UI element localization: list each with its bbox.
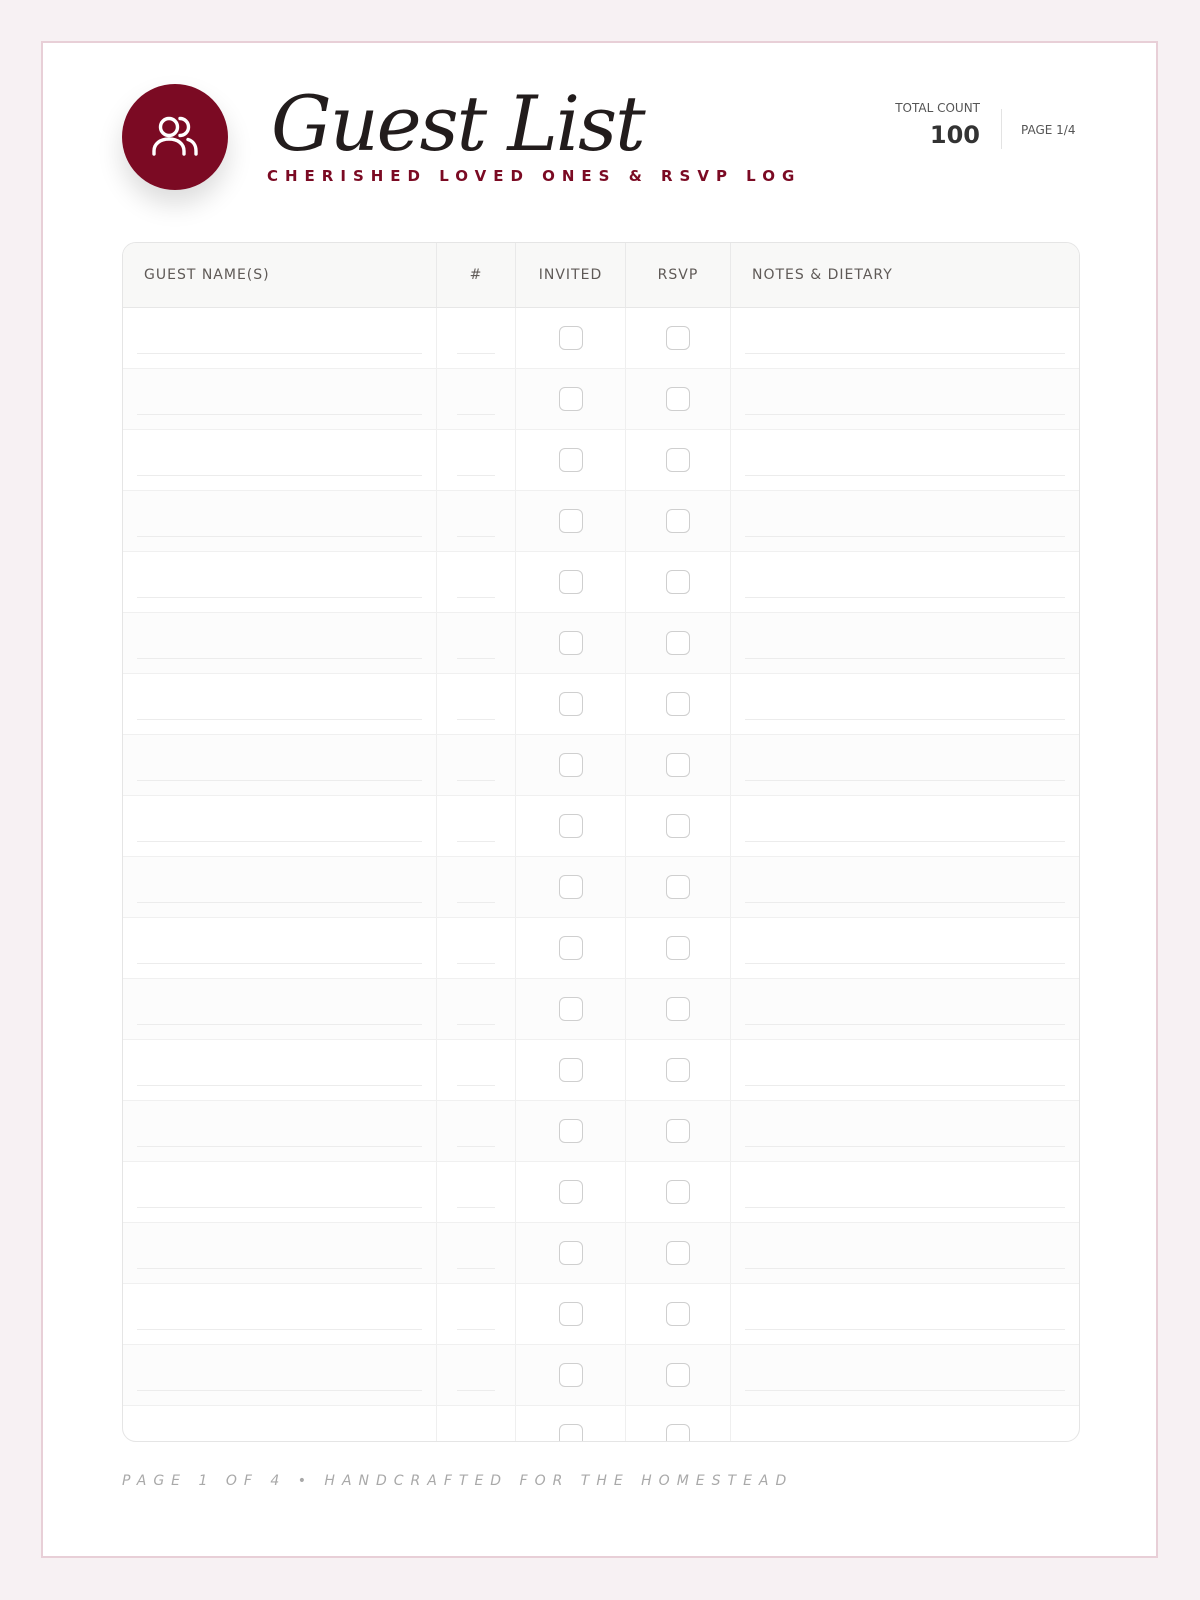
rsvp-checkbox[interactable] [666, 875, 690, 899]
rsvp-checkbox[interactable] [666, 997, 690, 1021]
guest-name-field[interactable] [123, 979, 437, 1039]
column-header-rsvp: RSVP [626, 243, 731, 307]
write-line [745, 1085, 1065, 1086]
guest-name-field[interactable] [123, 1040, 437, 1100]
invited-checkbox[interactable] [559, 1424, 583, 1442]
write-line [137, 780, 422, 781]
table-row [123, 552, 1079, 613]
invited-cell [516, 430, 626, 490]
rsvp-checkbox[interactable] [666, 814, 690, 838]
notes-field[interactable] [731, 1223, 1079, 1283]
write-line [745, 536, 1065, 537]
rsvp-cell [626, 857, 731, 917]
guest-name-field[interactable] [123, 1345, 437, 1405]
write-line [137, 475, 422, 476]
write-line [745, 841, 1065, 842]
table-row [123, 674, 1079, 735]
rsvp-checkbox[interactable] [666, 936, 690, 960]
invited-checkbox[interactable] [559, 1363, 583, 1387]
notes-field[interactable] [731, 979, 1079, 1039]
write-line [457, 780, 495, 781]
invited-cell [516, 796, 626, 856]
invited-cell [516, 1284, 626, 1344]
write-line [457, 658, 495, 659]
total-count-value: 100 [929, 121, 980, 149]
notes-field[interactable] [731, 430, 1079, 490]
table-row [123, 1284, 1079, 1345]
guest-name-field[interactable] [123, 1162, 437, 1222]
write-line [457, 719, 495, 720]
rsvp-checkbox[interactable] [666, 1424, 690, 1442]
write-line [137, 719, 422, 720]
write-line [745, 1390, 1065, 1391]
table-row [123, 796, 1079, 857]
guest-name-field[interactable] [123, 613, 437, 673]
rsvp-cell [626, 613, 731, 673]
invited-checkbox[interactable] [559, 509, 583, 533]
notes-field[interactable] [731, 1284, 1079, 1344]
write-line [745, 1329, 1065, 1330]
table-row [123, 1040, 1079, 1101]
guest-count-field[interactable] [437, 918, 516, 978]
table-row [123, 1162, 1079, 1223]
notes-field[interactable] [731, 369, 1079, 429]
rsvp-cell [626, 735, 731, 795]
invited-cell [516, 369, 626, 429]
guest-count-field[interactable] [437, 308, 516, 368]
invited-cell [516, 1406, 626, 1442]
rsvp-cell [626, 1101, 731, 1161]
notes-field[interactable] [731, 1345, 1079, 1405]
notes-field[interactable] [731, 857, 1079, 917]
notes-field[interactable] [731, 674, 1079, 734]
invited-checkbox[interactable] [559, 1241, 583, 1265]
rsvp-cell [626, 674, 731, 734]
rsvp-cell [626, 918, 731, 978]
rsvp-checkbox[interactable] [666, 1058, 690, 1082]
guest-count-field[interactable] [437, 552, 516, 612]
guest-name-field[interactable] [123, 735, 437, 795]
table-row [123, 613, 1079, 674]
invited-checkbox[interactable] [559, 875, 583, 899]
write-line [457, 1085, 495, 1086]
write-line [137, 536, 422, 537]
rsvp-checkbox[interactable] [666, 631, 690, 655]
guest-count-field[interactable] [437, 491, 516, 551]
rsvp-cell [626, 979, 731, 1039]
invited-cell [516, 857, 626, 917]
guest-name-field[interactable] [123, 918, 437, 978]
rsvp-cell [626, 1040, 731, 1100]
notes-field[interactable] [731, 613, 1079, 673]
write-line [137, 841, 422, 842]
guest-name-field[interactable] [123, 491, 437, 551]
rsvp-checkbox[interactable] [666, 448, 690, 472]
rsvp-cell [626, 369, 731, 429]
rsvp-checkbox[interactable] [666, 1180, 690, 1204]
table-row [123, 918, 1079, 979]
invited-checkbox[interactable] [559, 387, 583, 411]
guest-name-field[interactable] [123, 430, 437, 490]
column-header-invited: INVITED [516, 243, 626, 307]
rsvp-checkbox[interactable] [666, 1119, 690, 1143]
write-line [457, 1207, 495, 1208]
rsvp-checkbox[interactable] [666, 692, 690, 716]
rsvp-cell [626, 1345, 731, 1405]
rsvp-checkbox[interactable] [666, 326, 690, 350]
guest-name-field[interactable] [123, 369, 437, 429]
invited-checkbox[interactable] [559, 692, 583, 716]
footer-text: PAGE 1 OF 4 • HANDCRAFTED FOR THE HOMESTEAD [122, 1473, 794, 1489]
table-row [123, 1345, 1079, 1406]
guest-name-field[interactable] [123, 552, 437, 612]
rsvp-cell [626, 1284, 731, 1344]
write-line [745, 902, 1065, 903]
page-subtitle: CHERISHED LOVED ONES & RSVP LOG [267, 167, 802, 185]
invited-checkbox[interactable] [559, 1058, 583, 1082]
table-row [123, 430, 1079, 491]
guest-count-field[interactable] [437, 1162, 516, 1222]
write-line [137, 1085, 422, 1086]
invited-cell [516, 735, 626, 795]
write-line [137, 1329, 422, 1330]
guest-count-field[interactable] [437, 1284, 516, 1344]
guest-count-field[interactable] [437, 613, 516, 673]
table-row [123, 1101, 1079, 1162]
notes-field[interactable] [731, 735, 1079, 795]
invited-checkbox[interactable] [559, 570, 583, 594]
write-line [745, 475, 1065, 476]
header-divider [1001, 109, 1002, 149]
guest-count-field[interactable] [437, 857, 516, 917]
guest-name-field[interactable] [123, 796, 437, 856]
write-line [745, 1268, 1065, 1269]
rsvp-checkbox[interactable] [666, 1302, 690, 1326]
write-line [745, 597, 1065, 598]
rsvp-cell [626, 491, 731, 551]
guest-table [122, 242, 1080, 1442]
guest-count-field[interactable] [437, 1223, 516, 1283]
rsvp-checkbox[interactable] [666, 509, 690, 533]
notes-field[interactable] [731, 552, 1079, 612]
page-indicator: PAGE 1/4 [1021, 123, 1076, 137]
write-line [457, 1390, 495, 1391]
table-row [123, 1406, 1079, 1442]
notes-field[interactable] [731, 308, 1079, 368]
write-line [137, 658, 422, 659]
column-header-guest-names: GUEST NAME(S) [123, 243, 437, 307]
rsvp-cell [626, 430, 731, 490]
guest-count-field[interactable] [437, 1101, 516, 1161]
rsvp-cell [626, 552, 731, 612]
write-line [745, 1024, 1065, 1025]
write-line [137, 414, 422, 415]
table-row [123, 1223, 1079, 1284]
write-line [745, 1207, 1065, 1208]
table-row [123, 308, 1079, 369]
write-line [457, 353, 495, 354]
write-line [137, 902, 422, 903]
write-line [457, 475, 495, 476]
write-line [457, 902, 495, 903]
write-line [457, 536, 495, 537]
notes-field[interactable] [731, 1162, 1079, 1222]
invited-cell [516, 918, 626, 978]
total-count [895, 101, 980, 149]
total-count-label: TOTAL COUNT [895, 101, 980, 115]
guest-count-field[interactable] [437, 674, 516, 734]
guest-name-field[interactable] [123, 1284, 437, 1344]
write-line [457, 841, 495, 842]
table-row [123, 491, 1079, 552]
invited-checkbox[interactable] [559, 326, 583, 350]
invited-cell [516, 674, 626, 734]
write-line [745, 1146, 1065, 1147]
write-line [137, 1146, 422, 1147]
rsvp-checkbox[interactable] [666, 1363, 690, 1387]
rsvp-checkbox[interactable] [666, 570, 690, 594]
invited-cell [516, 1101, 626, 1161]
guest-name-field[interactable] [123, 308, 437, 368]
guest-count-field[interactable] [437, 430, 516, 490]
table-row [123, 857, 1079, 918]
write-line [457, 1146, 495, 1147]
table-row [123, 735, 1079, 796]
invited-checkbox[interactable] [559, 448, 583, 472]
write-line [137, 1207, 422, 1208]
invited-checkbox[interactable] [559, 1119, 583, 1143]
invited-checkbox[interactable] [559, 1302, 583, 1326]
guest-count-field[interactable] [437, 796, 516, 856]
invited-cell [516, 552, 626, 612]
guest-name-field[interactable] [123, 1223, 437, 1283]
rsvp-checkbox[interactable] [666, 753, 690, 777]
guest-name-field[interactable] [123, 857, 437, 917]
table-row [123, 369, 1079, 430]
invited-checkbox[interactable] [559, 631, 583, 655]
write-line [745, 963, 1065, 964]
users-icon [122, 84, 228, 190]
notes-field[interactable] [731, 1040, 1079, 1100]
write-line [745, 719, 1065, 720]
write-line [457, 1329, 495, 1330]
write-line [457, 1024, 495, 1025]
rsvp-checkbox[interactable] [666, 387, 690, 411]
invited-cell [516, 308, 626, 368]
write-line [137, 1024, 422, 1025]
write-line [137, 597, 422, 598]
invited-checkbox[interactable] [559, 753, 583, 777]
write-line [137, 1268, 422, 1269]
write-line [137, 963, 422, 964]
write-line [745, 414, 1065, 415]
notes-field[interactable] [731, 796, 1079, 856]
write-line [457, 1268, 495, 1269]
table-row [123, 979, 1079, 1040]
rsvp-cell [626, 1406, 731, 1442]
write-line [745, 780, 1065, 781]
write-line [457, 597, 495, 598]
rsvp-cell [626, 1162, 731, 1222]
rsvp-checkbox[interactable] [666, 1241, 690, 1265]
invited-cell [516, 1223, 626, 1283]
page-title: Guest List [271, 79, 644, 168]
write-line [745, 658, 1065, 659]
guest-count-field[interactable] [437, 1040, 516, 1100]
write-line [137, 1390, 422, 1391]
notes-field[interactable] [731, 1406, 1079, 1442]
guest-count-field[interactable] [437, 1345, 516, 1405]
invited-cell [516, 1345, 626, 1405]
table-header [123, 243, 1079, 308]
invited-cell [516, 979, 626, 1039]
rsvp-cell [626, 308, 731, 368]
invited-cell [516, 1162, 626, 1222]
invited-checkbox[interactable] [559, 1180, 583, 1204]
guest-name-field[interactable] [123, 674, 437, 734]
guest-count-field[interactable] [437, 735, 516, 795]
write-line [745, 353, 1065, 354]
invited-cell [516, 491, 626, 551]
write-line [457, 963, 495, 964]
guest-count-field[interactable] [437, 979, 516, 1039]
invited-checkbox[interactable] [559, 997, 583, 1021]
invited-checkbox[interactable] [559, 936, 583, 960]
write-line [137, 353, 422, 354]
notes-field[interactable] [731, 491, 1079, 551]
invited-cell [516, 613, 626, 673]
column-header-notes: NOTES & DIETARY [752, 267, 893, 283]
column-header-count: # [437, 243, 516, 307]
rsvp-cell [626, 796, 731, 856]
guest-list-page [41, 41, 1158, 1558]
notes-field[interactable] [731, 918, 1079, 978]
guest-name-field[interactable] [123, 1406, 437, 1442]
write-line [457, 414, 495, 415]
invited-checkbox[interactable] [559, 814, 583, 838]
guest-count-field[interactable] [437, 369, 516, 429]
guest-name-field[interactable] [123, 1101, 437, 1161]
rsvp-cell [626, 1223, 731, 1283]
notes-field[interactable] [731, 1101, 1079, 1161]
guest-count-field[interactable] [437, 1406, 516, 1442]
table-body [123, 308, 1079, 1442]
invited-cell [516, 1040, 626, 1100]
